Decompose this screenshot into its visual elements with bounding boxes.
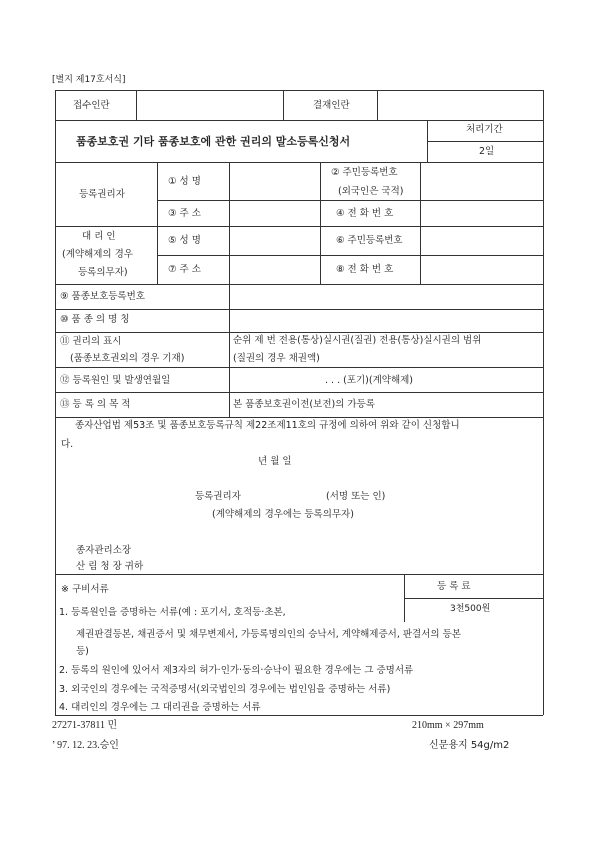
applicant-label: 등록권리자 bbox=[195, 491, 241, 502]
docs-item-4: 4. 대리인의 경우에는 그 대리권을 증명하는 서류 bbox=[59, 702, 261, 713]
docs-item-1: 1. 등록원인을 증명하는 서류(예 : 포기서, 호적등·초본, bbox=[59, 607, 286, 618]
footer-code: 27271-37811 민 bbox=[52, 720, 118, 731]
statement-date: 년 월 일 bbox=[258, 456, 292, 467]
reception-label: 접수인란 bbox=[73, 100, 110, 111]
registrant-address-label: ③ 주 소 bbox=[168, 208, 201, 219]
purpose-value: 본 품종보호권이전(보전)의 가등록 bbox=[233, 399, 375, 410]
statement-line-1: 종자산업법 제53조 및 품종보호등록규칙 제22조제11호의 규정에 의하여 위와 같이 신청합니 bbox=[75, 420, 460, 431]
docs-item-2: 2. 등록의 원인에 있어서 제3자의 허가·인가·동의·승낙이 필요한 경우에는 그 증명서류 bbox=[59, 665, 414, 676]
fee-value: 3천500원 bbox=[450, 604, 491, 614]
agent-phone-label: ⑧ 전 화 번 호 bbox=[336, 264, 394, 275]
docs-header: ※ 구비서류 bbox=[61, 584, 109, 595]
statement-line-2: 다. bbox=[61, 439, 74, 450]
registrant-address-field[interactable] bbox=[230, 201, 319, 225]
purpose-label: ⑬ 등 록 의 목 적 bbox=[60, 399, 131, 410]
processing-label: 처리기간 bbox=[466, 124, 503, 135]
agent-name-field[interactable] bbox=[230, 227, 319, 254]
applicant-note: (계약해제의 경우에는 등록의무자) bbox=[212, 509, 354, 520]
rights-value: 순위 제 번 전용(통상)실시권(질권) 전용(통상)실시권의 범위 bbox=[233, 335, 482, 346]
docs-item-1-end: 등) bbox=[76, 646, 89, 657]
agent-group-label-2: (계약해제의 경우 bbox=[62, 249, 133, 260]
registrant-id-label-2: (외국인은 국적) bbox=[338, 186, 404, 197]
agent-name-label: ⑤ 성 명 bbox=[168, 235, 201, 246]
registrant-phone-label: ④ 전 화 번 호 bbox=[336, 208, 394, 219]
agent-id-label: ⑥ 주민등록번호 bbox=[336, 235, 403, 246]
recipient-2: 산 림 청 장 귀하 bbox=[76, 561, 144, 572]
form-label: [별지 제17호서식] bbox=[52, 75, 126, 85]
footer-approval: ’ 97. 12. 23.승인 bbox=[52, 740, 119, 751]
signature-field[interactable]: (서명 또는 인) bbox=[326, 491, 386, 502]
registrant-name-label: ① 성 명 bbox=[168, 176, 201, 187]
registrant-name-field[interactable] bbox=[230, 163, 319, 199]
footer-size: 210mm × 297mm bbox=[412, 720, 484, 731]
agent-address-label: ⑦ 주 소 bbox=[168, 264, 201, 275]
processing-value: 2일 bbox=[479, 146, 495, 157]
rights-label: ⑪ 권리의 표시 bbox=[60, 336, 122, 347]
variety-reg-no-field[interactable] bbox=[230, 285, 542, 308]
registrant-id-field[interactable] bbox=[421, 163, 542, 199]
form-title: 품종보호권 기타 품종보호에 관한 권리의 말소등록신청서 bbox=[76, 135, 351, 148]
approval-label: 결재인란 bbox=[313, 100, 350, 111]
docs-item-1-cont: 제권판결등본, 채권증서 및 채무변제서, 가등록명의인의 승낙서, 계약해제증서, 판결서의 등본 bbox=[76, 629, 461, 640]
registrant-id-label: ② 주민등록번호 bbox=[331, 167, 398, 178]
agent-group-label-3: 등록의무자) bbox=[78, 267, 128, 278]
rights-label-2: (품종보호권외의 경우 기재) bbox=[70, 353, 185, 364]
fee-label: 등 록 료 bbox=[437, 581, 471, 592]
docs-item-3: 3. 외국인의 경우에는 국적증명서(외국법인의 경우에는 법인임을 증명하는 서류) bbox=[59, 684, 391, 695]
agent-address-field[interactable] bbox=[230, 256, 319, 283]
rights-value-2: (질권의 경우 채권액) bbox=[233, 353, 320, 364]
footer-paper: 신문용지 54g/m2 bbox=[429, 740, 510, 751]
agent-phone-field[interactable] bbox=[421, 256, 542, 283]
cause-label: ⑫ 등록원인 및 발생연월일 bbox=[60, 375, 171, 386]
recipient-1: 종자관리소장 bbox=[76, 545, 132, 556]
variety-reg-no-label: ⑨ 품종보호등록번호 bbox=[60, 291, 145, 302]
variety-name-field[interactable] bbox=[230, 310, 542, 331]
cause-value: . . . (포기)(계약해제) bbox=[325, 375, 414, 386]
variety-name-label: ⑩ 품 종 의 명 칭 bbox=[60, 314, 130, 325]
agent-id-field[interactable] bbox=[421, 227, 542, 254]
reception-field[interactable] bbox=[137, 91, 282, 119]
registrant-phone-field[interactable] bbox=[421, 201, 542, 225]
agent-group-label: 대 리 인 bbox=[82, 231, 116, 242]
approval-field[interactable] bbox=[378, 91, 542, 119]
registrant-group-label: 등록권리자 bbox=[79, 189, 125, 200]
